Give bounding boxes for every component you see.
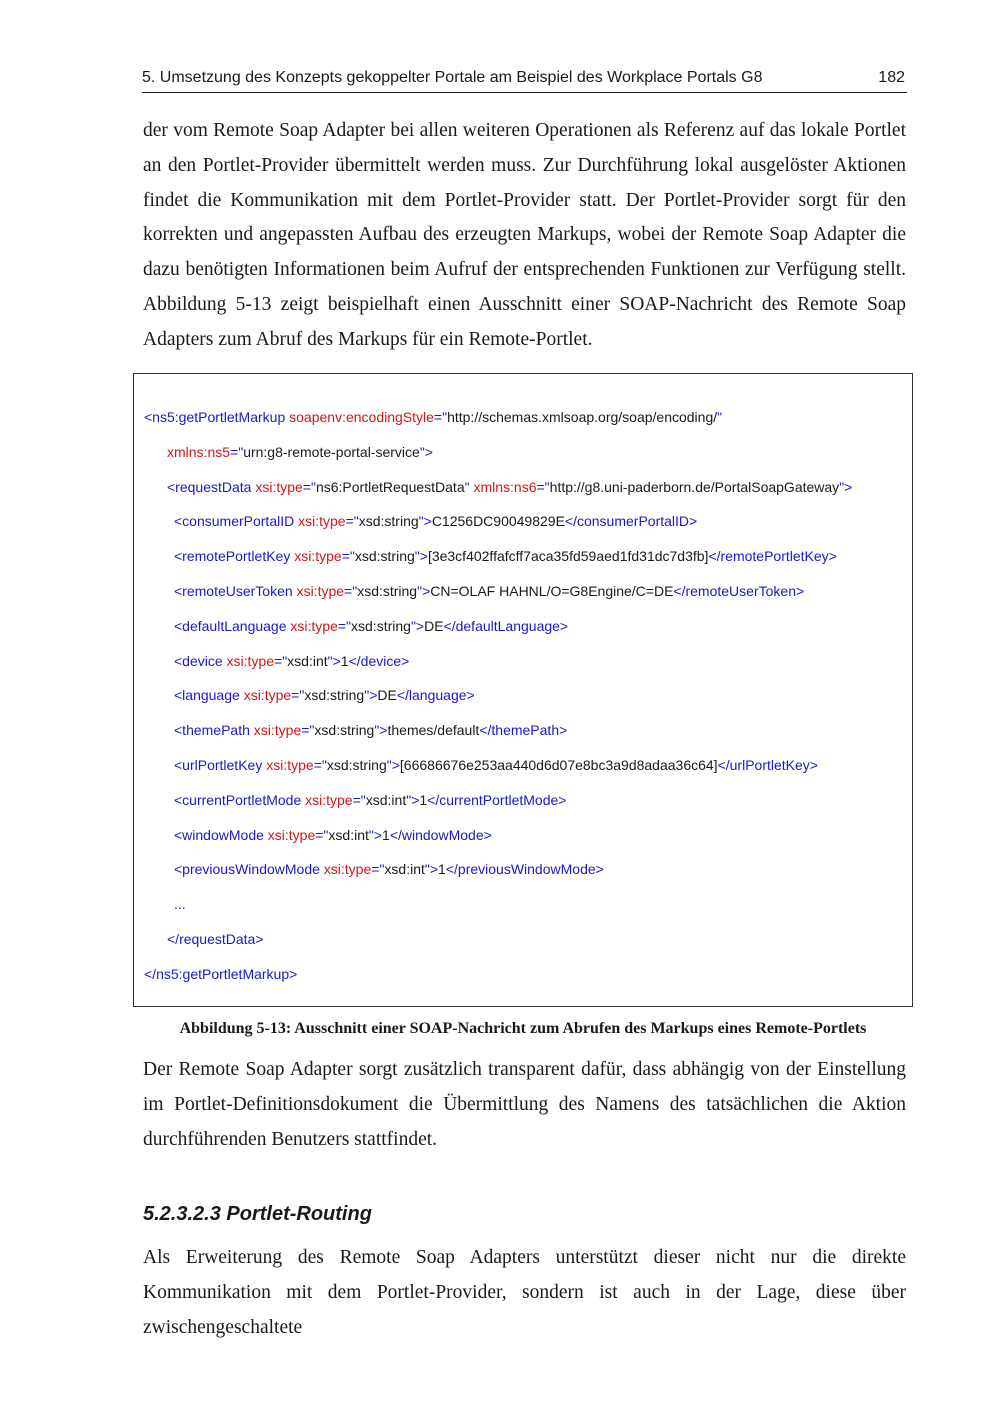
code-line (174, 547, 837, 565)
code-token: themes/default (387, 722, 480, 739)
code-token: "> (327, 652, 341, 669)
code-token: </defaultLanguage> (443, 617, 569, 634)
code-token: xsd:string (351, 617, 411, 634)
code-line (144, 965, 297, 983)
running-header (142, 66, 907, 93)
code-token: =" (315, 826, 329, 843)
code-token: [3e3cf402ffafcff7aca35fd59aed1fd31dc7d3fb] (427, 548, 709, 565)
code-token: <previousWindowMode (174, 861, 324, 878)
code-token: "> (406, 791, 420, 808)
code-token: xsi:type (267, 826, 316, 843)
code-token: "> (419, 443, 433, 460)
code-token: xsd:int (384, 861, 425, 878)
code-token: " (464, 478, 474, 495)
code-token: CN=OLAF HAHNL/O=G8Engine/C=DE (430, 583, 674, 599)
code-line (167, 443, 433, 461)
code-line (167, 930, 264, 948)
code-token: <ns5:getPortletMarkup (144, 409, 290, 425)
code-token: </ns5:getPortletMarkup> (144, 965, 298, 982)
code-token: "> (424, 861, 439, 878)
code-token: "> (839, 478, 853, 495)
code-token: </remotePortletKey> (708, 548, 837, 565)
code-token: </currentPortletMode> (427, 791, 567, 808)
code-token: DE (377, 687, 397, 704)
code-token: </consumerPortalID> (564, 513, 698, 530)
code-token: <urlPortletKey (174, 757, 267, 773)
code-token: <defaultLanguage (174, 617, 291, 634)
code-token: =" (352, 791, 366, 808)
code-token: </requestData> (167, 931, 264, 947)
code-token: "> (410, 617, 425, 634)
code-line (174, 860, 604, 878)
code-token: ns6:PortletRequestData (315, 478, 465, 495)
code-token: =" (341, 548, 355, 565)
code-token: <remoteUserToken (174, 583, 297, 599)
code-line (174, 791, 566, 809)
code-token: 1 (438, 861, 446, 878)
code-token: "> (386, 757, 400, 773)
code-token: urn:g8-remote-portal-service (243, 443, 420, 460)
code-token: =" (302, 478, 316, 495)
code-token: =" (345, 513, 359, 530)
code-line (174, 582, 804, 600)
code-token: xmlns:ns5 (167, 443, 231, 460)
code-token: =" (274, 652, 288, 669)
code-line (174, 512, 697, 530)
code-token: <remotePortletKey (174, 548, 295, 565)
code-token: </previousWindowMode> (445, 861, 604, 878)
code-token: xsd:string (304, 687, 365, 704)
code-token: xsd:int (287, 652, 328, 669)
code-token: xsi:type (253, 722, 302, 739)
code-token: ... (174, 896, 186, 913)
code-token: xsi:type (290, 617, 338, 634)
code-token: <device (174, 652, 227, 669)
code-token: </device> (348, 652, 410, 669)
code-token: xsd:int (365, 791, 407, 808)
code-token: =" (371, 861, 385, 878)
code-line (174, 652, 409, 670)
code-token: xsi:type (296, 583, 345, 599)
code-token: <windowMode (174, 826, 268, 843)
code-token: xsi:type (226, 652, 275, 669)
code-token: xsi:type (255, 478, 303, 495)
code-token: </remoteUserToken> (673, 583, 805, 599)
figure-caption: Abbildung 5-13: Ausschnitt einer SOAP-Nachricht zum Abrufen des Markups eines Remote-Portlets (179, 1020, 867, 1037)
code-token: xsi:type (323, 861, 372, 878)
code-token: <themePath (174, 722, 254, 739)
code-token: xsi:type (305, 791, 353, 808)
soap-listing-box (133, 373, 913, 1007)
code-token: </windowMode> (389, 826, 492, 843)
code-token: xsd:string (326, 757, 387, 773)
code-token: "> (418, 513, 432, 530)
code-token: =" (433, 409, 448, 425)
code-token: xsi:type (294, 548, 342, 565)
code-token: =" (313, 757, 327, 773)
code-token: xsd:string (358, 513, 419, 530)
code-line (174, 721, 567, 739)
code-token: <consumerPortalID (174, 513, 299, 530)
code-token: "> (364, 687, 378, 704)
code-line (144, 408, 722, 426)
code-token: xsi:type (298, 513, 346, 530)
code-token: =" (301, 722, 315, 739)
code-token: <language (174, 687, 244, 704)
code-token: "> (368, 826, 383, 843)
code-token: </urlPortletKey> (717, 757, 818, 773)
code-line (174, 617, 568, 635)
code-line (174, 826, 492, 844)
code-token: xsd:int (328, 826, 369, 843)
code-token: http://g8.uni-paderborn.de/PortalSoapGateway (549, 478, 840, 495)
code-token: <requestData (167, 478, 256, 495)
code-token: xsd:string (314, 722, 375, 739)
code-token: =" (536, 478, 550, 495)
code-token: xmlns:ns6 (473, 478, 537, 495)
paragraph-2: Der Remote Soap Adapter sorgt zusätzlich transparent dafür, dass abhängig von der Einstellung im Portlet-Definitionsdokument die Übermittlung des Namens des tatsächlichen die Aktion durchführenden Benutzers stattfindet. (143, 1059, 906, 1150)
code-line (174, 756, 818, 774)
code-token: xsi:type (266, 757, 314, 773)
code-token: "> (417, 583, 431, 599)
code-token: xsd:string (354, 548, 415, 565)
code-line (174, 895, 186, 913)
code-token: 1 (382, 826, 390, 843)
code-line (174, 686, 475, 704)
code-token: =" (337, 617, 352, 634)
code-token: "> (374, 722, 388, 739)
code-token: xsi:type (243, 687, 292, 704)
header-title: 5. Umsetzung des Konzepts gekoppelter Portale am Beispiel des Workplace Portals G8 (142, 69, 763, 86)
code-token: </language> (396, 687, 475, 704)
code-token: http://schemas.xmlsoap.org/soap/encoding/ (447, 409, 718, 425)
paragraph-3: Als Erweiterung des Remote Soap Adapters unterstützt dieser nicht nur die direkte Kommunikation mit dem Portlet-Provider, sondern ist auch in der Lage, diese über zwischengeschaltete (143, 1247, 906, 1338)
code-token: 1 (340, 652, 349, 669)
code-token: soapenv:encodingStyle (289, 409, 434, 425)
paragraph-1: der vom Remote Soap Adapter bei allen weiteren Operationen als Referenz auf das lokale Portlet an den Portlet-Provider übermittelt werden muss. Zur Durchführung lokal ausgelöster Aktionen findet die Kommunikation mit dem Portlet-Provider statt. Der Portlet-Provider sorgt für den korrekten und angepassten Aufbau des erzeugten Markups, wobei der Remote Soap Adapter die dazu benötigten Informationen beim Aufruf der entsprechenden Funktionen zur Verfügung stellt. Abbildung 5-13 zeigt beispielhaft einen Ausschnitt einer SOAP-Nachricht des Remote Soap Adapters zum Abruf des Markups für ein Remote-Portlet. (143, 120, 906, 350)
code-token: "> (414, 548, 428, 565)
code-token: =" (230, 443, 244, 460)
code-token: xsd:string (357, 583, 418, 599)
code-token: " (717, 409, 723, 425)
code-token: <currentPortletMode (174, 791, 306, 808)
section-heading: 5.2.3.2.3 Portlet-Routing (143, 1203, 372, 1225)
code-token: </themePath> (479, 722, 568, 739)
code-line (167, 478, 852, 496)
code-token: DE (424, 617, 444, 634)
code-token: 1 (419, 791, 428, 808)
page-number: 182 (878, 69, 905, 86)
code-token: =" (291, 687, 305, 704)
code-token: =" (344, 583, 358, 599)
code-token: [66686676e253aa440d6d07e8bc3a9d8adaa36c64] (399, 757, 718, 773)
code-token: C1256DC90049829E (431, 513, 565, 530)
